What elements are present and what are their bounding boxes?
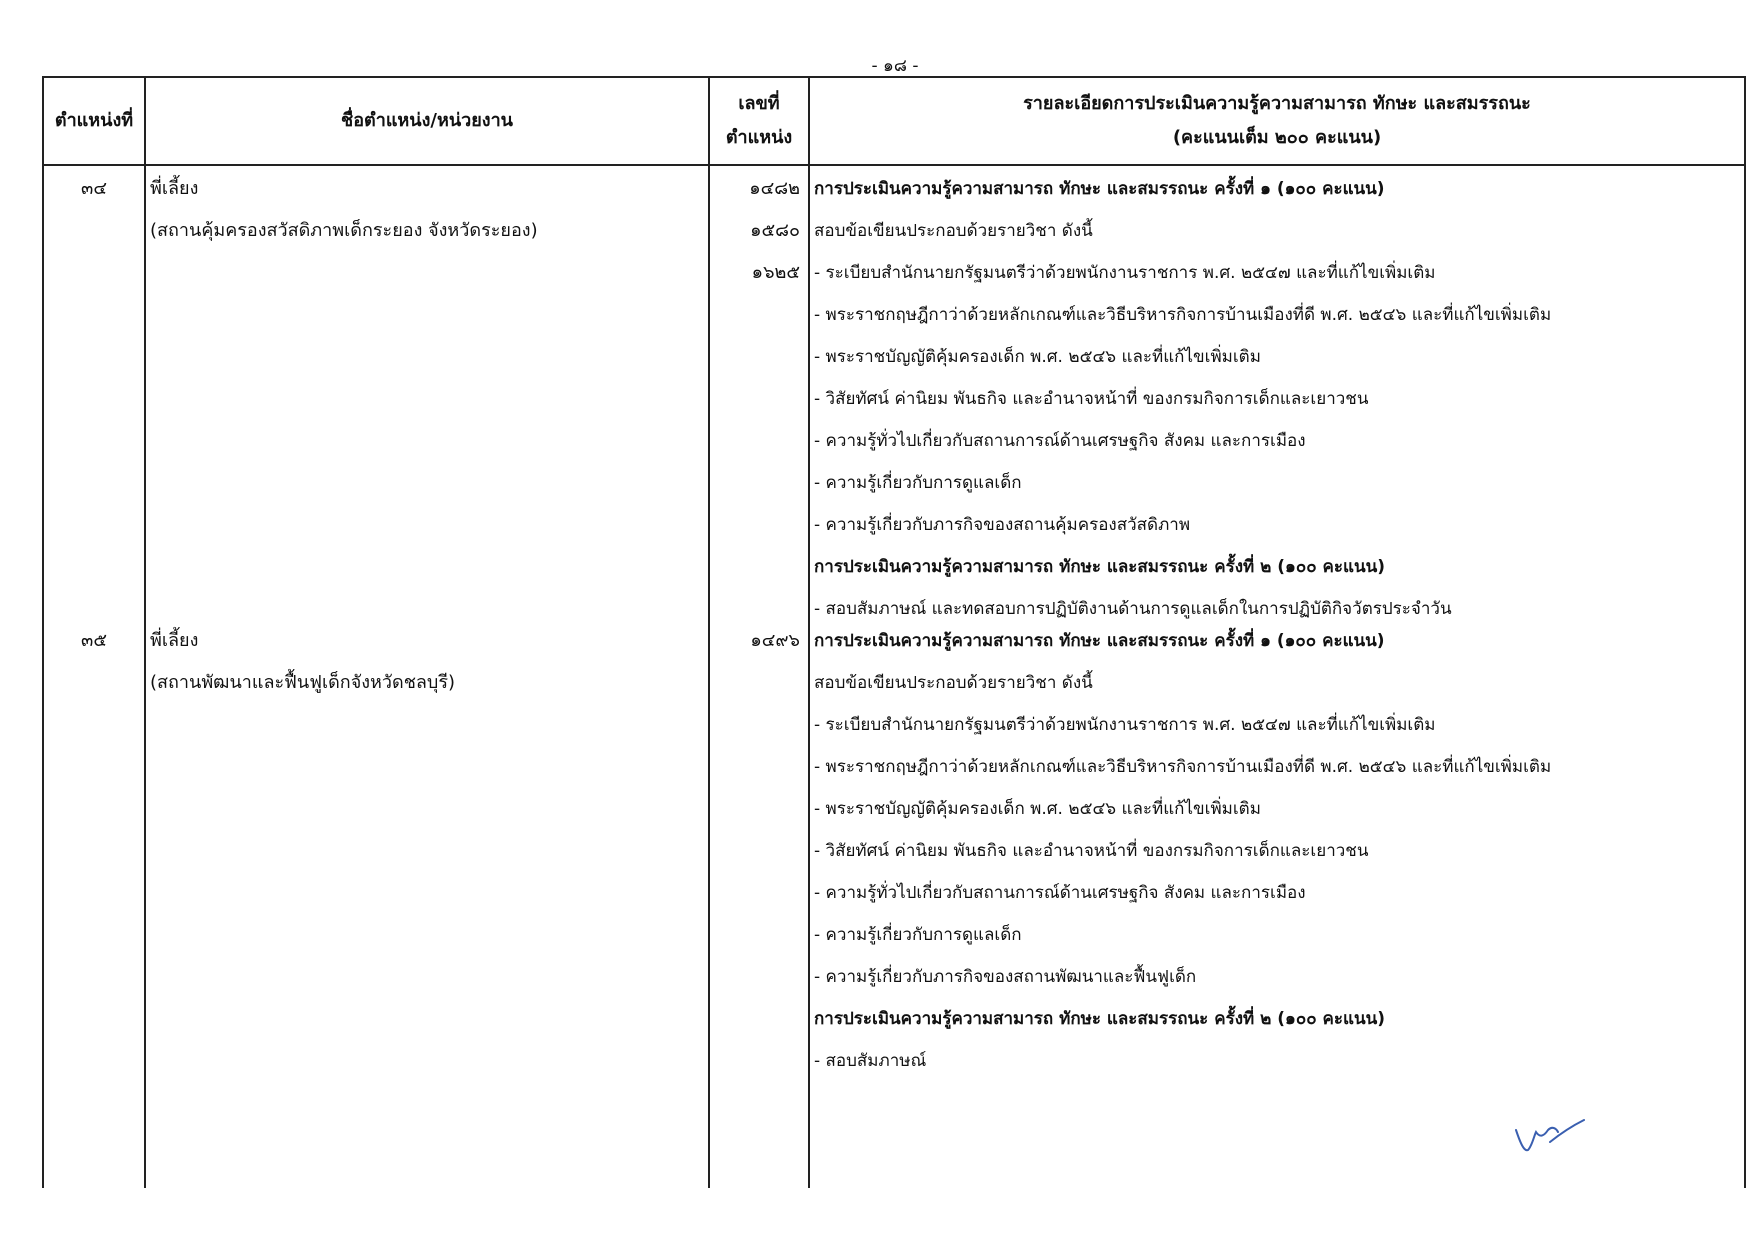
assessment-item: - สอบสัมภาษณ์ และทดสอบการปฏิบัติงานด้านการดูแลเด็กในการปฏิบัติกิจวัตรประจำวัน: [814, 599, 1452, 619]
entry-position-number: ๓๔: [81, 178, 107, 199]
assessment-item: สอบข้อเขียนประกอบด้วยรายวิชา ดังนี้: [814, 221, 1093, 241]
header-code: เลขที่ ตำแหน่ง: [725, 93, 793, 148]
assessment-heading: การประเมินความรู้ความสามารถ ทักษะ และสมรรถนะ ครั้งที่ ๒ (๑๐๐ คะแนน): [814, 557, 1385, 577]
position-unit: (สถานคุ้มครองสวัสดิภาพเด็กระยอง จังหวัดระยอง): [150, 220, 538, 241]
assessment-item: - ความรู้เกี่ยวกับการดูแลเด็ก: [814, 473, 1022, 493]
position-unit: (สถานพัฒนาและฟื้นฟูเด็กจังหวัดชลบุรี): [150, 672, 456, 693]
requirements-table: [42, 76, 1746, 1188]
entry-position-codes: [704, 168, 800, 294]
page-number: - ๑๘ -: [871, 56, 919, 76]
entry-position-codes: [704, 620, 800, 662]
entry-position-name: [150, 168, 700, 252]
column-divider: [144, 78, 146, 1188]
assessment-heading: การประเมินความรู้ความสามารถ ทักษะ และสมรรถนะ ครั้งที่ ๑ (๑๐๐ คะแนน): [814, 179, 1385, 199]
initials-signature: [1510, 1112, 1590, 1162]
assessment-item: - พระราชบัญญัติคุ้มครองเด็ก พ.ศ. ๒๕๔๖ และที่แก้ไขเพิ่มเติม: [814, 799, 1261, 819]
position-code: ๑๔๙๖: [750, 630, 800, 651]
assessment-item: - ระเบียบสำนักนายกรัฐมนตรีว่าด้วยพนักงานราชการ พ.ศ. ๒๕๔๗ และที่แก้ไขเพิ่มเติม: [814, 263, 1436, 283]
assessment-item: - สอบสัมภาษณ์: [814, 1051, 927, 1071]
assessment-item: - พระราชกฤษฎีกาว่าด้วยหลักเกณฑ์และวิธีบริหารกิจการบ้านเมืองที่ดี พ.ศ. ๒๕๔๖ และที่แก้ไขเพิ่มเติม: [814, 757, 1552, 777]
header-detail: รายละเอียดการประเมินความรู้ความสามารถ ทักษะ และสมรรถนะ (คะแนนเต็ม ๒๐๐ คะแนน): [1023, 93, 1531, 148]
assessment-item: - ระเบียบสำนักนายกรัฐมนตรีว่าด้วยพนักงานราชการ พ.ศ. ๒๕๔๗ และที่แก้ไขเพิ่มเติม: [814, 715, 1436, 735]
entry-position-name: [150, 620, 700, 704]
assessment-item: สอบข้อเขียนประกอบด้วยรายวิชา ดังนี้: [814, 673, 1093, 693]
column-divider: [808, 78, 810, 1188]
entry-position-number: ๓๕: [81, 630, 107, 651]
assessment-item: - ความรู้ทั่วไปเกี่ยวกับสถานการณ์ด้านเศรษฐกิจ สังคม และการเมือง: [814, 883, 1306, 903]
assessment-heading: การประเมินความรู้ความสามารถ ทักษะ และสมรรถนะ ครั้งที่ ๑ (๑๐๐ คะแนน): [814, 631, 1385, 651]
assessment-item: - ความรู้เกี่ยวกับภารกิจของสถานคุ้มครองสวัสดิภาพ: [814, 515, 1191, 535]
assessment-item: - ความรู้ทั่วไปเกี่ยวกับสถานการณ์ด้านเศรษฐกิจ สังคม และการเมือง: [814, 431, 1306, 451]
assessment-item: - วิสัยทัศน์ ค่านิยม พันธกิจ และอำนาจหน้าที่ ของกรมกิจการเด็กและเยาวชน: [814, 389, 1369, 409]
assessment-item: - ความรู้เกี่ยวกับภารกิจของสถานพัฒนาและฟื้นฟูเด็ก: [814, 967, 1197, 987]
position-title: พี่เลี้ยง: [150, 630, 199, 651]
position-code: ๑๔๘๒: [749, 178, 800, 199]
assessment-heading: การประเมินความรู้ความสามารถ ทักษะ และสมรรถนะ ครั้งที่ ๒ (๑๐๐ คะแนน): [814, 1009, 1385, 1029]
assessment-item: - พระราชกฤษฎีกาว่าด้วยหลักเกณฑ์และวิธีบริหารกิจการบ้านเมืองที่ดี พ.ศ. ๒๕๔๖ และที่แก้ไขเพิ่มเติม: [814, 305, 1552, 325]
assessment-item: - พระราชบัญญัติคุ้มครองเด็ก พ.ศ. ๒๕๔๖ และที่แก้ไขเพิ่มเติม: [814, 347, 1261, 367]
assessment-item: - วิสัยทัศน์ ค่านิยม พันธกิจ และอำนาจหน้าที่ ของกรมกิจการเด็กและเยาวชน: [814, 841, 1369, 861]
entry-assessment-details: [814, 168, 1744, 630]
header-divider: [44, 164, 1744, 166]
header-name: ชื่อตำแหน่ง/หน่วยงาน: [341, 110, 513, 131]
header-position: ตำแหน่งที่: [54, 110, 134, 131]
entry-assessment-details: [814, 620, 1744, 1082]
position-code: ๑๖๒๕: [751, 262, 800, 283]
position-code: ๑๕๘๐: [750, 220, 800, 241]
assessment-item: - ความรู้เกี่ยวกับการดูแลเด็ก: [814, 925, 1022, 945]
position-title: พี่เลี้ยง: [150, 178, 199, 199]
